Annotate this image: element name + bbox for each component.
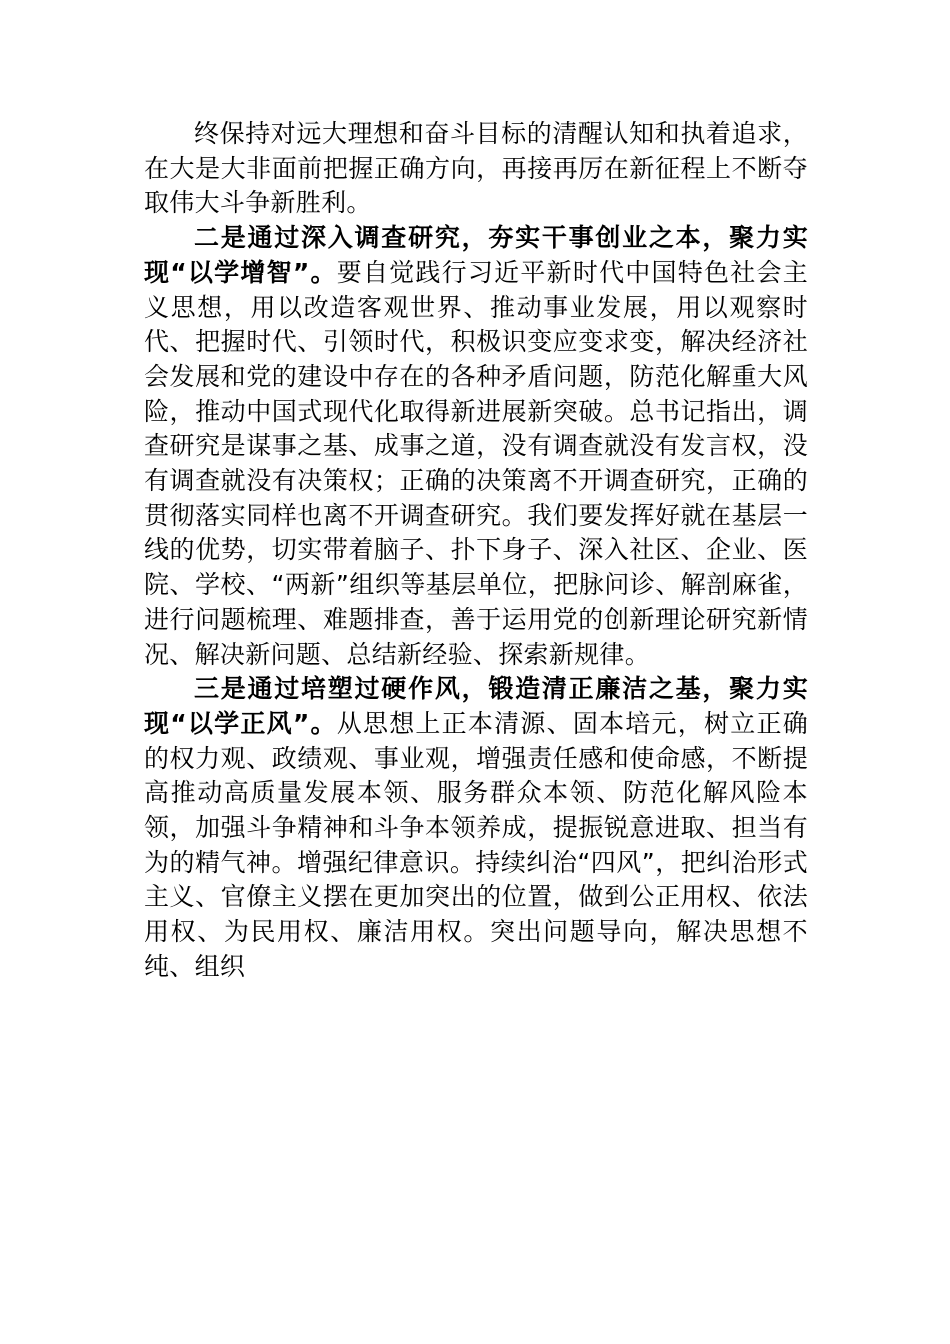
document-page (144, 117, 808, 985)
paragraph-3-lead: 三是通过培塑过硬作风，锻造清正廉洁之基，聚力实现“以学正风”。 (144, 674, 808, 738)
paragraph-2-text: 要自觉践行习近平新时代中国特色社会主义思想，用以改造客观世界、推动事业发展，用以观察时代、把握时代、引领时代，积极识变应变求变，解决经济社会发展和党的建设中存在的各种矛盾问题，防范化解重大风险，推动中国式现代化取得新进展新突破。总书记指出，调查研究是谋事之基、成事之道，没有调查就没有发言权，没有调查就没有决策权；正确的决策离不开调查研究，正确的贯彻落实同样也离不开调查研究。我们要发挥好就在基层一线的优势，切实带着脑子、扑下身子、深入社区、企业、医院、学校、“两新”组织等基层单位，把脉问诊、解剖麻雀，进行问题梳理、难题排查，善于运用党的创新理论研究新情况、解决新问题、总结新经验、探索新规律。 (144, 257, 808, 669)
paragraph-1-text: 终保持对远大理想和奋斗目标的清醒认知和执着追求，在大是大非面前把握正确方向，再接再厉在新征程上不断夺取伟大斗争新胜利。 (144, 119, 808, 218)
paragraph-2 (144, 221, 808, 672)
paragraph-1 (144, 117, 808, 221)
paragraph-2-lead: 二是通过深入调查研究，夯实干事创业之本，聚力实现“以学增智”。 (144, 223, 808, 287)
paragraph-3 (144, 672, 808, 984)
paragraph-3-text: 从思想上正本清源、固本培元，树立正确的权力观、政绩观、事业观，增强责任感和使命感，不断提高推动高质量发展本领、服务群众本领、防范化解风险本领，加强斗争精神和斗争本领养成，提振锐意进取、担当有为的精气神。增强纪律意识。持续纠治“四风”，把纠治形式主义、官僚主义摆在更加突出的位置，做到公正用权、依法用权、为民用权、廉洁用权。突出问题导向，解决思想不纯、组织 (144, 708, 808, 981)
